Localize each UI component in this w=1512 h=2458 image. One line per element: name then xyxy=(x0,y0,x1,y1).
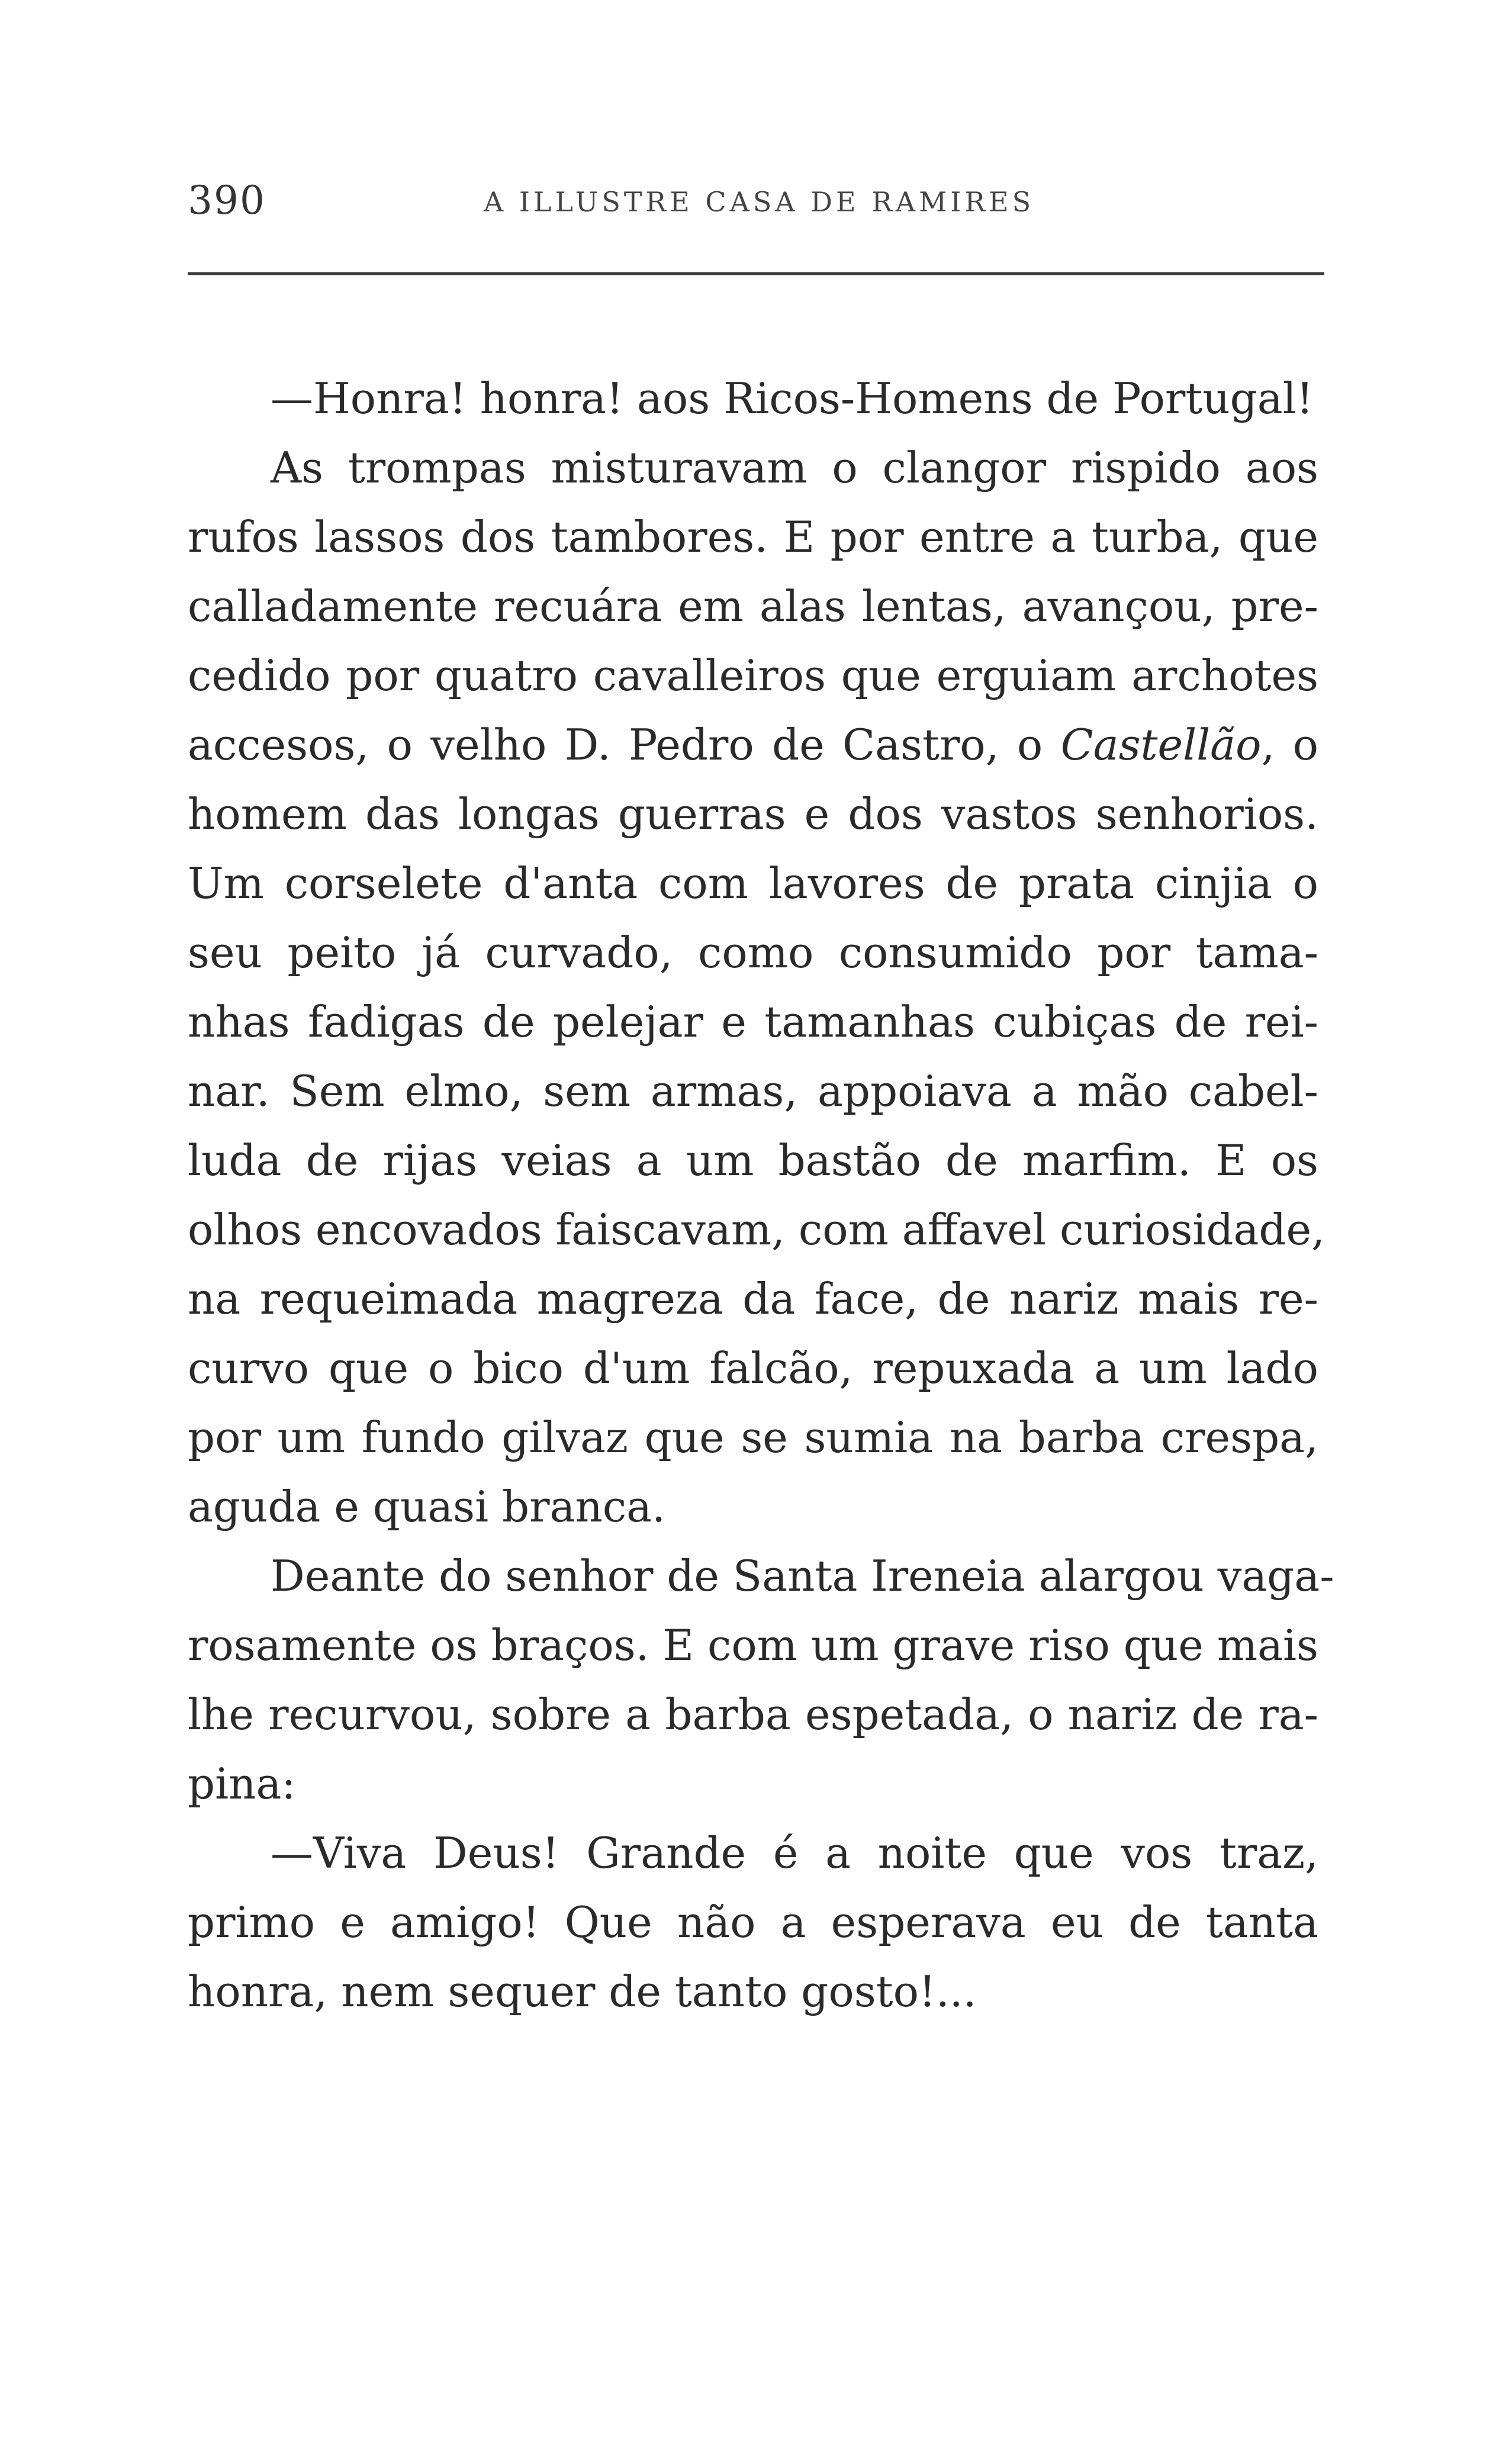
text-line: —Honra! honra! aos Ricos-Homens de Portugal! xyxy=(271,374,1314,423)
running-head xyxy=(188,178,1324,231)
text-line: rufos lassos dos tambores. E por entre a turba, que xyxy=(188,512,1318,562)
text-line: olhos encovados faiscavam, com affavel curiosidade, xyxy=(188,1205,1326,1254)
text-line: honra, nem sequer de tanto gosto!... xyxy=(188,1967,977,2016)
text-line-with-italic xyxy=(188,710,1318,780)
text-line: rosamente os braços. E com um grave riso que mais xyxy=(188,1620,1318,1670)
text-line: nar. Sem elmo, sem armas, appoiava a mão cabel- xyxy=(188,1066,1318,1116)
header-rule xyxy=(188,272,1324,275)
text-line: luda de rijas veias a um bastão de marfim. E os xyxy=(188,1135,1318,1185)
text-line: cedido por quatro cavalleiros que erguiam archotes xyxy=(188,651,1318,700)
text-line: seu peito já curvado, como consumido por tama- xyxy=(188,928,1318,977)
text-line: homem das longas guerras e dos vastos senhorios. xyxy=(188,789,1318,839)
italic-epithet: Castellão xyxy=(1060,720,1262,770)
text-line: curvo que o bico d'um falcão, repuxada a um lado xyxy=(188,1343,1318,1393)
text-segment: , o xyxy=(1261,720,1318,770)
text-line: nhas fadigas de pelejar e tamanhas cubiças de rei- xyxy=(188,997,1318,1047)
text-line: aguda e quasi branca. xyxy=(188,1482,665,1532)
text-line: lhe recurvou, sobre a barba espetada, o nariz de ra- xyxy=(188,1690,1318,1739)
text-segment: accesos, o velho D. Pedro de Castro, o xyxy=(188,720,1043,770)
text-line: As trompas misturavam o clangor rispido aos xyxy=(271,443,1318,493)
book-title: A ILLUSTRE CASA DE RAMIRES xyxy=(484,186,1035,218)
page-number: 390 xyxy=(188,178,266,223)
body-text xyxy=(188,364,1334,2026)
text-line: pina: xyxy=(188,1759,296,1809)
text-line: Deante do senhor de Santa Ireneia alargou vaga- xyxy=(271,1551,1334,1601)
text-line: primo e amigo! Que não a esperava eu de tanta xyxy=(188,1897,1318,1947)
text-line: calladamente recuára em alas lentas, avançou, pre- xyxy=(188,581,1318,631)
text-line: Um corselete d'anta com lavores de prata cinjia o xyxy=(188,858,1318,908)
text-line: na requeimada magreza da face, de nariz mais re- xyxy=(188,1274,1318,1324)
text-line: —Viva Deus! Grande é a noite que vos traz, xyxy=(271,1828,1318,1878)
text-line: por um fundo gilvaz que se sumia na barba crespa, xyxy=(188,1413,1318,1462)
